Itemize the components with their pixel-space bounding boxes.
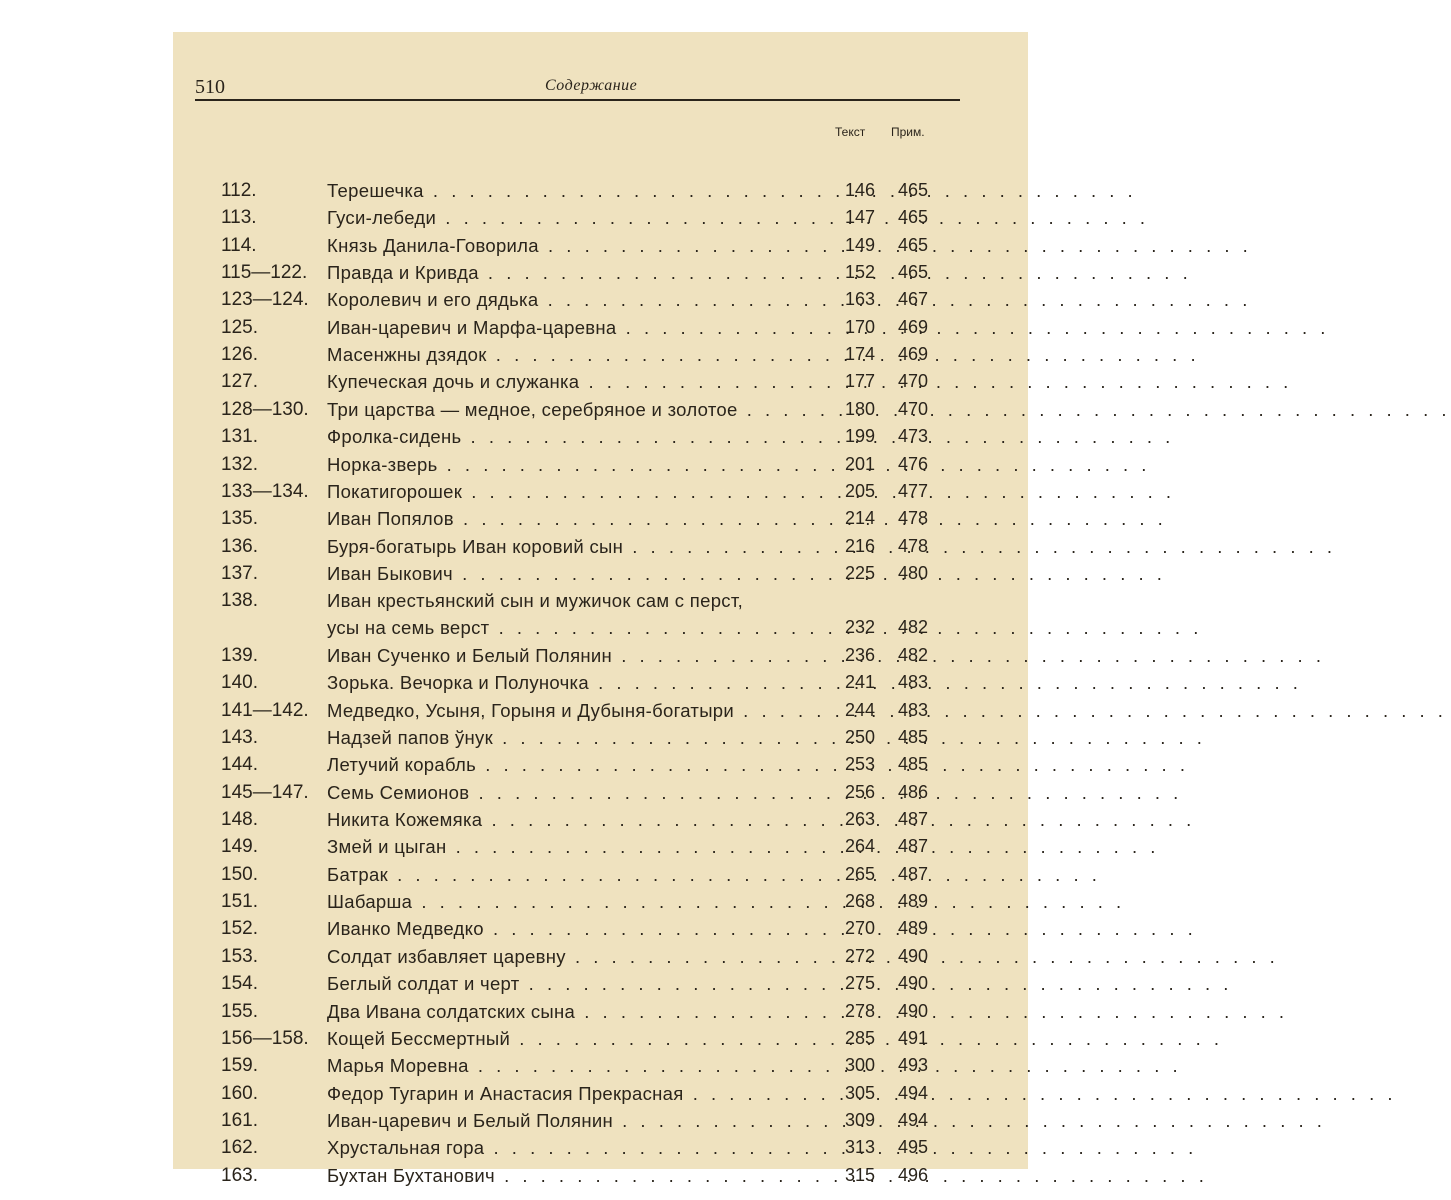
- entry-number: 113.: [221, 207, 257, 229]
- text-page-number: 146: [844, 180, 875, 200]
- text-page-number: 250: [844, 727, 875, 747]
- notes-page-number: 482: [897, 617, 928, 638]
- text-page-number: 300: [844, 1055, 875, 1076]
- notes-page-number: 487: [897, 836, 928, 857]
- text-page-number: 265: [844, 863, 875, 884]
- entry-title: Федор Тугарин и Анастасия Прекрасная . . .: [327, 1080, 827, 1107]
- table-of-contents: [173, 32, 1028, 1186]
- text-page-number: 313: [844, 1137, 875, 1158]
- notes-page-number: 483: [897, 672, 928, 693]
- column-header-text: Текст: [835, 125, 866, 139]
- entry-title: Норка-зверь . . .: [327, 451, 827, 478]
- entry-number: 126.: [221, 344, 258, 366]
- entry-number: 139.: [221, 644, 258, 666]
- entry-number: 153.: [221, 945, 258, 967]
- entry-number: 145—147.: [221, 781, 309, 803]
- entry-title: Фролка-сидень . . .: [327, 423, 827, 450]
- entry-number: 154.: [221, 973, 258, 995]
- notes-page-number: 478: [897, 535, 928, 556]
- text-page-number: 264: [844, 836, 875, 857]
- entry-title: Надзей папов ўнук . . .: [327, 724, 827, 751]
- page-title: Содержание: [545, 77, 638, 94]
- notes-page-number: 469: [897, 316, 928, 337]
- text-page-number: 170: [844, 316, 875, 337]
- text-page-number: 147: [844, 207, 875, 228]
- entry-title: Королевич и его дядька . . .: [327, 286, 827, 313]
- entry-number: 114.: [221, 234, 257, 256]
- notes-page-number: 491: [897, 1027, 928, 1048]
- notes-page-number: 467: [897, 289, 928, 310]
- text-page-number: 305: [844, 1082, 875, 1103]
- entry-number: 123—124.: [221, 289, 309, 311]
- text-page-number: 270: [844, 918, 875, 939]
- entry-title: Бухтан Бухтанович . . .: [327, 1162, 827, 1189]
- entry-title: Два Ивана солдатских сына . . .: [327, 998, 827, 1025]
- entry-number: 143.: [221, 727, 258, 748]
- entry-number: 138.: [221, 590, 258, 612]
- notes-page-number: 493: [897, 1055, 928, 1076]
- text-page-number: 205: [844, 480, 875, 501]
- entry-number: 135.: [221, 508, 258, 530]
- book-page: [173, 32, 1028, 1186]
- entry-title: Никита Кожемяка . . .: [327, 806, 827, 833]
- entry-title: Хрустальная гора . . .: [327, 1134, 827, 1161]
- notes-page-number: 494: [897, 1082, 928, 1103]
- notes-page-number: 496: [897, 1164, 928, 1185]
- entry-number: 156—158.: [221, 1027, 309, 1049]
- entry-title: Марья Моревна . . .: [327, 1052, 827, 1079]
- notes-page-number: 482: [897, 644, 928, 665]
- entry-number: 141—142.: [221, 699, 309, 721]
- entry-number: 149.: [221, 836, 258, 858]
- notes-page-number: 494: [897, 1109, 928, 1130]
- text-page-number: 278: [844, 1000, 875, 1021]
- notes-page-number: 478: [897, 508, 928, 529]
- entry-number: 133—134.: [221, 480, 309, 502]
- text-page-number: 268: [844, 891, 875, 912]
- text-page-number: 315: [844, 1164, 875, 1185]
- text-page-number: 149: [844, 234, 875, 255]
- notes-page-number: 483: [897, 699, 928, 720]
- entry-number: 131.: [221, 426, 258, 448]
- notes-page-number: 477: [897, 480, 928, 501]
- text-page-number: 199: [844, 426, 875, 447]
- text-page-number: 236: [844, 644, 875, 665]
- notes-page-number: 489: [897, 891, 928, 912]
- entry-number: 136.: [221, 535, 258, 557]
- text-page-number: 152: [844, 262, 875, 283]
- text-page-number: 225: [844, 562, 875, 583]
- notes-page-number: 485: [897, 727, 928, 747]
- entry-title: Князь Данила-Говорила . . .: [327, 232, 827, 259]
- entry-number: 160.: [221, 1082, 258, 1104]
- page-number: 510: [195, 76, 225, 98]
- text-page-number: 201: [844, 453, 875, 474]
- entry-number: 155.: [221, 1000, 258, 1022]
- entry-number: 127.: [221, 371, 258, 393]
- entry-title: Иван Попялов . . .: [327, 505, 827, 532]
- entry-title: Иван крестьянский сын и мужичок сам с перст,: [327, 590, 744, 612]
- entry-title: Покатигорошек . . .: [327, 478, 827, 505]
- entry-number: 112.: [221, 180, 257, 201]
- text-page-number: 177: [844, 371, 875, 392]
- notes-page-number: 495: [897, 1137, 928, 1158]
- entry-number: 151.: [221, 891, 258, 913]
- text-page-number: 180: [844, 398, 875, 419]
- notes-page-number: 490: [897, 973, 928, 994]
- notes-page-number: 465: [897, 207, 928, 228]
- text-page-number: 174: [844, 344, 875, 365]
- text-page-number: 253: [844, 754, 875, 775]
- entry-title: Иван-царевич и Марфа-царевна . . .: [327, 314, 827, 341]
- notes-page-number: 465: [897, 180, 928, 200]
- entry-title: Терешечка . . .: [327, 177, 827, 204]
- notes-page-number: 487: [897, 809, 928, 830]
- entry-number: 148.: [221, 809, 258, 831]
- notes-page-number: 487: [897, 863, 928, 884]
- entry-title: Змей и цыган . . .: [327, 833, 827, 860]
- entry-number: 163.: [221, 1164, 258, 1186]
- text-page-number: 216: [844, 535, 875, 556]
- notes-page-number: 486: [897, 781, 928, 802]
- text-page-number: 163: [844, 289, 875, 310]
- notes-page-number: 489: [897, 918, 928, 939]
- text-page-number: 232: [844, 617, 875, 638]
- notes-page-number: 476: [897, 453, 928, 474]
- entry-number: 150.: [221, 863, 258, 885]
- entry-number: 162.: [221, 1137, 258, 1159]
- entry-title: Иванко Медведко . . .: [327, 915, 827, 942]
- entry-number: 137.: [221, 562, 258, 584]
- entry-number: 115—122.: [221, 262, 308, 284]
- entry-number: 159.: [221, 1055, 258, 1077]
- entry-title: Гуси-лебеди . . .: [327, 204, 827, 231]
- text-page-number: 263: [844, 809, 875, 830]
- text-page-number: 272: [844, 945, 875, 966]
- entry-title: Кощей Бессмертный . . .: [327, 1025, 827, 1052]
- entry-title: Иван Быкович . . .: [327, 560, 827, 587]
- entry-title: Масенжны дзядок . . .: [327, 341, 827, 368]
- entry-title: Семь Семионов . . .: [327, 779, 827, 806]
- text-page-number: 241: [844, 672, 875, 693]
- entry-title: Три царства — медное, серебряное и золотое . . .: [327, 396, 827, 423]
- entry-number: 140.: [221, 672, 258, 694]
- entry-title: Летучий корабль . . .: [327, 751, 827, 778]
- text-page-number: 214: [844, 508, 875, 529]
- notes-page-number: 465: [897, 234, 928, 255]
- notes-page-number: 470: [897, 371, 928, 392]
- entry-number: 144.: [221, 754, 258, 776]
- entry-title: Медведко, Усыня, Горыня и Дубыня-богатыри . . .: [327, 697, 827, 724]
- notes-page-number: 485: [897, 754, 928, 775]
- entry-title: Батрак . . .: [327, 861, 827, 888]
- entry-number: 132.: [221, 453, 258, 475]
- entry-number: 161.: [221, 1109, 258, 1131]
- text-page-number: 244: [844, 699, 875, 720]
- entry-title: Иван Сученко и Белый Полянин . . .: [327, 642, 827, 669]
- notes-page-number: 490: [897, 945, 928, 966]
- text-page-number: 275: [844, 973, 875, 994]
- entry-number: 125.: [221, 316, 258, 338]
- entry-title: Правда и Кривда . . .: [327, 259, 827, 286]
- entry-title: Иван-царевич и Белый Полянин . . .: [327, 1107, 827, 1134]
- notes-page-number: 480: [897, 562, 928, 583]
- column-header-notes: Прим.: [891, 125, 925, 139]
- notes-page-number: 473: [897, 426, 928, 447]
- text-page-number: 256: [844, 781, 875, 802]
- notes-page-number: 470: [897, 398, 928, 419]
- entry-title: Солдат избавляет царевну . . .: [327, 943, 827, 970]
- entry-title-continuation: усы на семь верст . . .: [327, 614, 827, 641]
- entry-title: Шабарша . . .: [327, 888, 827, 915]
- entry-title: Купеческая дочь и служанка . . .: [327, 368, 827, 395]
- notes-page-number: 490: [897, 1000, 928, 1021]
- entry-number: 152.: [221, 918, 258, 940]
- text-page-number: 285: [844, 1027, 875, 1048]
- entry-title: Буря-богатырь Иван коровий сын . . .: [327, 533, 827, 560]
- entry-title: Беглый солдат и черт . . .: [327, 970, 827, 997]
- entry-title: Зорька. Вечорка и Полуночка . . .: [327, 669, 827, 696]
- notes-page-number: 469: [897, 344, 928, 365]
- entry-number: 128—130.: [221, 398, 309, 420]
- notes-page-number: 465: [897, 262, 928, 283]
- text-page-number: 309: [844, 1109, 875, 1130]
